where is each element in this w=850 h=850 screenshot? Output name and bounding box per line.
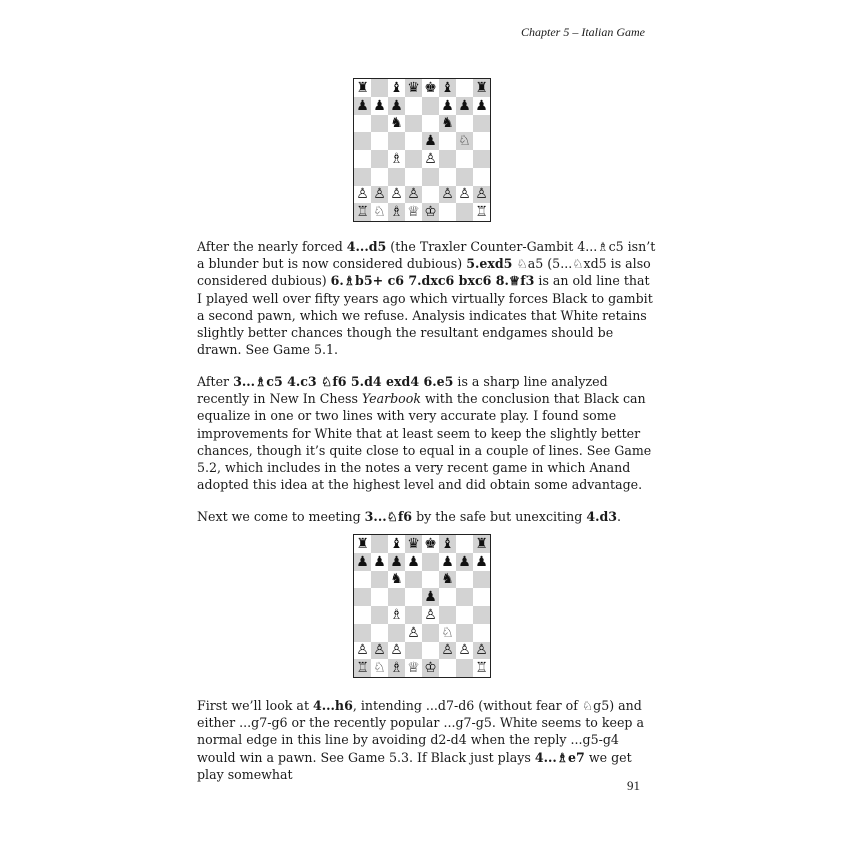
chess-piece-square: ♜ bbox=[473, 79, 490, 97]
chess-piece-square: ♟ bbox=[475, 97, 488, 114]
chess-square bbox=[405, 606, 422, 624]
chess-square bbox=[456, 203, 473, 221]
chess-square bbox=[371, 115, 388, 133]
move-bold: 4...d5 bbox=[346, 239, 387, 254]
text: Next we come to meeting bbox=[197, 509, 365, 524]
chess-square bbox=[473, 115, 490, 133]
chess-piece-square: ♞ bbox=[390, 571, 403, 588]
chess-piece-square: ♟ bbox=[422, 132, 439, 150]
chess-square bbox=[371, 624, 388, 642]
chess-square bbox=[405, 97, 422, 115]
chess-square bbox=[473, 150, 490, 168]
chess-square bbox=[456, 571, 473, 589]
chess-piece-square: ♙ bbox=[439, 642, 456, 660]
chess-square bbox=[354, 115, 371, 133]
chess-piece-square: ♟ bbox=[354, 553, 371, 571]
chess-diagram-2 bbox=[353, 534, 491, 678]
italic-title: Yearbook bbox=[361, 391, 421, 407]
text: After bbox=[197, 374, 234, 389]
chess-piece-square: ♙ bbox=[473, 642, 490, 660]
chess-square bbox=[439, 132, 456, 150]
paragraph-2 bbox=[197, 373, 657, 493]
chess-piece-square: ♙ bbox=[424, 150, 437, 167]
chess-piece-square: ♔ bbox=[422, 203, 439, 221]
chess-square bbox=[456, 588, 473, 606]
chess-piece-square: ♗ bbox=[388, 659, 405, 677]
chess-square bbox=[354, 168, 371, 186]
text: is a sharp line analyzed recently in New In Chess bbox=[197, 374, 608, 407]
text: . bbox=[617, 509, 622, 524]
chess-piece-square: ♘ bbox=[456, 132, 473, 150]
chess-piece-square: ♞ bbox=[439, 571, 456, 589]
chess-piece-square: ♟ bbox=[441, 553, 454, 570]
chess-square bbox=[405, 588, 422, 606]
chess-square bbox=[422, 97, 439, 115]
chess-square bbox=[422, 553, 439, 571]
chess-square bbox=[354, 132, 371, 150]
chess-piece-square: ♟ bbox=[388, 97, 405, 115]
chess-square bbox=[371, 132, 388, 150]
chess-square bbox=[354, 571, 371, 589]
chess-piece-square: ♙ bbox=[424, 606, 437, 623]
chess-piece-square: ♟ bbox=[475, 553, 488, 570]
chess-square bbox=[439, 168, 456, 186]
chess-square bbox=[456, 79, 473, 97]
text: we get play somewhat bbox=[197, 749, 632, 782]
chess-piece-square: ♙ bbox=[458, 642, 471, 659]
paragraph-4 bbox=[197, 697, 657, 783]
text: (the Traxler Counter-Gambit 4...♗c5 isn’t a blunder but is now considered dubious) bbox=[197, 239, 656, 272]
chess-square bbox=[388, 588, 405, 606]
chess-piece-square: ♗ bbox=[390, 606, 403, 623]
chess-piece-square: ♘ bbox=[441, 624, 454, 641]
chess-square bbox=[371, 535, 388, 553]
chess-square bbox=[354, 588, 371, 606]
chess-piece-square: ♗ bbox=[388, 203, 405, 221]
chess-square bbox=[456, 606, 473, 624]
chess-piece-square: ♙ bbox=[473, 186, 490, 204]
text: is an old line that I played well over fifty years ago which virtually forces Black to gambit a second pawn, which we refuse. Analysis indicates that White retains slightly better chances though the resultant endgames should be drawn. See Game 5.1. bbox=[197, 273, 653, 358]
chess-piece-square: ♟ bbox=[422, 588, 439, 606]
move-bold: 5.exd5 bbox=[466, 256, 513, 272]
chess-square bbox=[354, 606, 371, 624]
chess-piece-square: ♖ bbox=[354, 659, 371, 677]
move-bold: 6.♗b5+ c6 7.dxc6 bxc6 8.♕f3 bbox=[330, 273, 535, 289]
chess-square bbox=[473, 132, 490, 150]
text: After the nearly forced bbox=[197, 239, 347, 254]
chess-piece-square: ♜ bbox=[473, 535, 490, 553]
move-bold: 4...h6 bbox=[313, 698, 353, 713]
chess-piece-square: ♙ bbox=[405, 186, 422, 204]
chess-piece-square: ♝ bbox=[439, 535, 456, 553]
chess-square bbox=[456, 115, 473, 133]
chess-square bbox=[405, 132, 422, 150]
chess-piece-square: ♟ bbox=[456, 553, 473, 571]
chess-piece-square: ♙ bbox=[356, 642, 369, 659]
chess-square bbox=[388, 132, 405, 150]
chess-piece-square: ♛ bbox=[405, 535, 422, 553]
chess-square bbox=[354, 624, 371, 642]
chess-square bbox=[456, 624, 473, 642]
chess-square bbox=[473, 624, 490, 642]
chess-square bbox=[439, 659, 456, 677]
chess-piece-square: ♙ bbox=[390, 186, 403, 203]
chess-piece-square: ♕ bbox=[407, 660, 420, 677]
chess-piece-square: ♟ bbox=[456, 97, 473, 115]
chess-piece-square: ♙ bbox=[390, 642, 403, 659]
chess-square bbox=[456, 168, 473, 186]
chess-piece-square: ♙ bbox=[371, 186, 388, 204]
chess-piece-square: ♞ bbox=[390, 115, 403, 132]
chess-square bbox=[388, 624, 405, 642]
chess-piece-square: ♕ bbox=[407, 204, 420, 221]
text: by the safe but unexciting bbox=[412, 509, 587, 524]
chess-square bbox=[371, 606, 388, 624]
chess-square bbox=[422, 571, 439, 589]
chess-piece-square: ♟ bbox=[407, 553, 420, 570]
chess-piece-square: ♚ bbox=[424, 535, 437, 552]
text: with the conclusion that Black can equalize in one or two lines with very accurate play. I found some improvements for White that at least seem to keep the slightly better chances, though it’s quite close to equal in a couple of lines. See Game 5.2, which includes in the notes a very recent game in which Anand adopted this idea at the highest level and did obtain some advantage. bbox=[197, 391, 652, 493]
chess-piece-square: ♙ bbox=[356, 186, 369, 203]
chess-square bbox=[405, 115, 422, 133]
chess-piece-square: ♟ bbox=[441, 97, 454, 114]
chess-square bbox=[473, 571, 490, 589]
chess-piece-square: ♙ bbox=[371, 642, 388, 660]
move-bold: 3...♘f6 bbox=[364, 509, 413, 524]
chess-piece-square: ♜ bbox=[356, 79, 369, 96]
chess-square bbox=[456, 535, 473, 553]
page-number: 91 bbox=[627, 778, 640, 793]
chess-piece-square: ♖ bbox=[475, 660, 488, 677]
chess-piece-square: ♙ bbox=[458, 186, 471, 203]
chess-square bbox=[405, 642, 422, 660]
chess-square bbox=[473, 168, 490, 186]
chess-piece-square: ♔ bbox=[422, 659, 439, 677]
chess-piece-square: ♗ bbox=[390, 150, 403, 167]
chess-square bbox=[473, 588, 490, 606]
text: , intending ...d7-d6 (without fear of ♘g5) and either ...g7-g6 or the recently popular ...g7-g5. White seems to keep a normal edge in this line by avoiding d2-d4 when the reply ...g5-g4 would win a pawn. See Game 5.3. If Black just plays bbox=[197, 698, 645, 765]
chess-piece-square: ♝ bbox=[439, 79, 456, 97]
chess-square bbox=[405, 571, 422, 589]
chess-piece-square: ♛ bbox=[405, 79, 422, 97]
chess-square bbox=[473, 606, 490, 624]
chess-piece-square: ♘ bbox=[373, 660, 386, 677]
chess-square bbox=[371, 571, 388, 589]
chess-square bbox=[439, 588, 456, 606]
chess-square bbox=[371, 79, 388, 97]
chess-piece-square: ♚ bbox=[424, 79, 437, 96]
chess-piece-square: ♘ bbox=[373, 204, 386, 221]
paragraph-1 bbox=[197, 238, 657, 358]
paragraph-3 bbox=[197, 508, 657, 525]
chess-square bbox=[371, 150, 388, 168]
text: First we’ll look at bbox=[197, 698, 314, 713]
chess-square bbox=[354, 150, 371, 168]
chess-square bbox=[388, 168, 405, 186]
chess-square bbox=[456, 150, 473, 168]
chess-piece-square: ♟ bbox=[373, 553, 386, 570]
chess-piece-square: ♞ bbox=[439, 115, 456, 133]
text: ♘a5 (5...♘xd5 is also considered dubious) bbox=[197, 256, 651, 289]
chess-piece-square: ♟ bbox=[373, 97, 386, 114]
chess-piece-square: ♟ bbox=[354, 97, 371, 115]
chess-piece-square: ♟ bbox=[388, 553, 405, 571]
chess-square bbox=[405, 168, 422, 186]
chess-square bbox=[439, 203, 456, 221]
chess-square bbox=[405, 150, 422, 168]
chess-piece-square: ♝ bbox=[390, 535, 403, 552]
chess-piece-square: ♖ bbox=[475, 204, 488, 221]
chess-square bbox=[439, 606, 456, 624]
chess-square bbox=[422, 642, 439, 660]
running-header: Chapter 5 – Italian Game bbox=[521, 25, 645, 39]
chess-square bbox=[422, 624, 439, 642]
chess-square bbox=[456, 659, 473, 677]
chess-square bbox=[422, 168, 439, 186]
chess-piece-square: ♜ bbox=[356, 535, 369, 552]
move-bold: 4.d3 bbox=[586, 509, 618, 524]
chess-piece-square: ♙ bbox=[407, 624, 420, 641]
move-bold: 3...♗c5 4.c3 ♘f6 5.d4 exd4 6.e5 bbox=[233, 374, 454, 389]
chess-square bbox=[422, 115, 439, 133]
chess-square bbox=[439, 150, 456, 168]
chess-square bbox=[371, 168, 388, 186]
chess-diagram-1 bbox=[353, 78, 491, 222]
chess-square bbox=[371, 588, 388, 606]
chess-piece-square: ♙ bbox=[439, 186, 456, 204]
chess-piece-square: ♝ bbox=[390, 79, 403, 96]
chess-piece-square: ♖ bbox=[354, 203, 371, 221]
move-bold: 4...♗e7 bbox=[534, 749, 585, 765]
chess-square bbox=[422, 186, 439, 204]
